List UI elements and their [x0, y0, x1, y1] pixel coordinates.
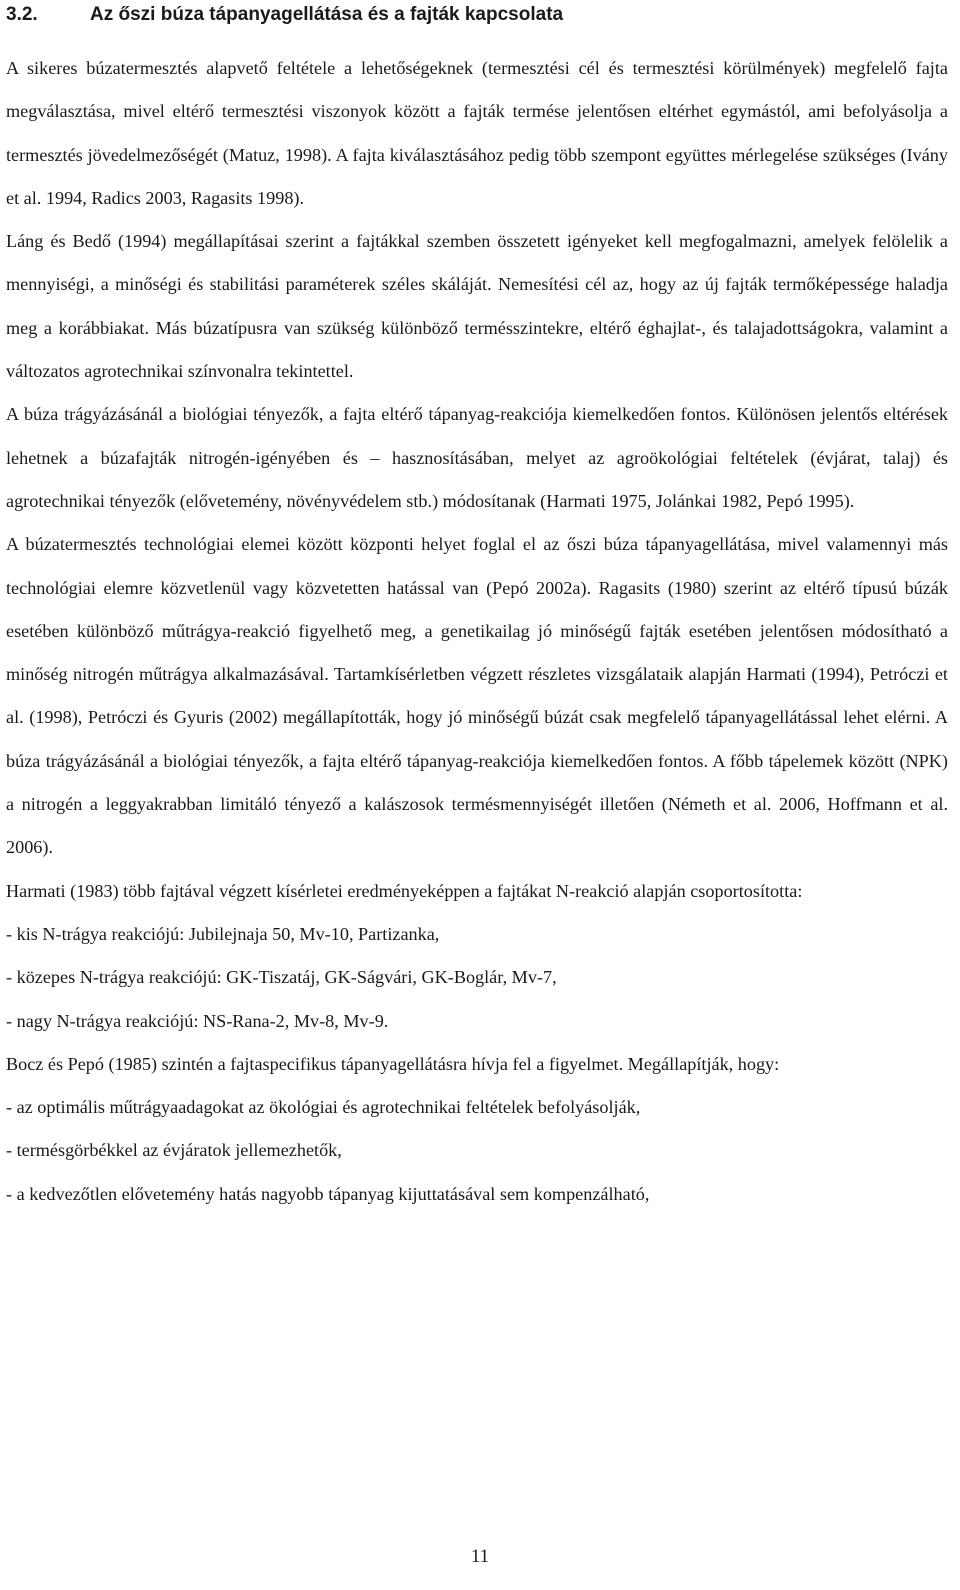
- paragraph-variety-selection: A sikeres búzatermesztés alapvető feltétele a lehetőségeknek (termesztési cél és termesztési körülmények) megfelelő fajta megválasztása, mivel eltérő termesztési viszonyok között a fajták termése jelentősen eltérhet egymástól, ami befolyásolja a termesztés jövedelmezőségét (Matuz, 1998). A fajta kiválasztásához pedig több szempont együttes mérlegelése szükséges (Ivány et al. 1994, Radics 2003, Ragasits 1998).: [6, 58, 948, 208]
- section-number: 3.2.: [6, 4, 38, 25]
- page-number: 11: [470, 1546, 490, 1567]
- body-text: [6, 47, 948, 1216]
- list-item: - kis N-trágya reakciójú: Jubilejnaja 50, Mv-10, Partizanka,: [6, 923, 440, 944]
- paragraph-breeding-goals: Láng és Bedő (1994) megállapításai szerint a fajtákkal szemben összetett igényeket kell megfogalmazni, amelyek felölelik a mennyiségi, a minőségi és stabilitási paraméterek széles skáláját. Nemesítési cél az, hogy az új fajták termőképessége haladja meg a korábbiakat. Más búzatípusra van szükség különböző termésszintekre, eltérő éghajlat-, és talajadottságokra, valamint a változatos agrotechnikai színvonalra tekintettel.: [6, 231, 948, 382]
- section-heading: [6, 0, 946, 30]
- list-item: - közepes N-trágya reakciójú: GK-Tiszatáj, GK-Ságvári, GK-Boglár, Mv-7,: [6, 967, 557, 988]
- list-item: - nagy N-trágya reakciójú: NS-Rana-2, Mv-8, Mv-9.: [6, 1010, 389, 1031]
- list-item: - termésgörbékkel az évjáratok jellemezhetők,: [6, 1140, 342, 1161]
- list-item: - a kedvezőtlen elővetemény hatás nagyobb tápanyag kijuttatásával sem kompenzálható,: [6, 1183, 650, 1204]
- paragraph-bocz-pepo: Bocz és Pepó (1985) szintén a fajtaspecifikus tápanyagellátásra hívja fel a figyelmet. Megállapítják, hogy:: [6, 1053, 780, 1074]
- paragraph-fertilization-biology: A búza trágyázásánál a biológiai tényezők, a fajta eltérő tápanyag-reakciója kiemelkedően fontos. Különösen jelentős eltérések lehetnek a búzafajták nitrogén-igényében és – hasznosításában, melyet az agroökológiai feltételek (évjárat, talaj) és agrotechnikai tényezők (elővetemény, növényvédelem stb.) módosítanak (Harmati 1975, Jolánkai 1982, Pepó 1995).: [6, 404, 948, 511]
- paragraph-harmati-grouping: Harmati (1983) több fajtával végzett kísérletei eredményeképpen a fajtákat N-reakció alapján csoportosította:: [6, 880, 803, 901]
- paragraph-nutrient-supply: A búzatermesztés technológiai elemei között központi helyet foglal el az őszi búza tápanyagellátása, mivel valamennyi más technológiai elemre közvetlenül vagy közvetetten hatással van (Pepó 2002a). Ragasits (1980) szerint az eltérő típusú búzák esetében különböző műtrágya-reakció figyelhető meg, a genetikailag jó minőségű fajták esetében jelentősen módosítható a minőség nitrogén műtrágya alkalmazásával. Tartamkísérletben végzett részletes vizsgálataik alapján Harmati (1994), Petróczi et al. (1998), Petróczi és Gyuris (2002) megállapították, hogy jó minőségű búzát csak megfelelő tápanyagellátással lehet elérni. A búza trágyázásánál a biológiai tényezők, a fajta eltérő tápanyag-reakciója kiemelkedően fontos. A főbb tápelemek között (NPK) a nitrogén a leggyakrabban limitáló tényező a kalászosok termésmennyiségét illetően (Németh et al. 2006, Hoffmann et al. 2006).: [6, 534, 948, 858]
- list-item: - az optimális műtrágyaadagokat az ökológiai és agrotechnikai feltételek befolyásolják,: [6, 1097, 641, 1118]
- section-title: Az őszi búza tápanyagellátása és a fajták kapcsolata: [90, 4, 564, 25]
